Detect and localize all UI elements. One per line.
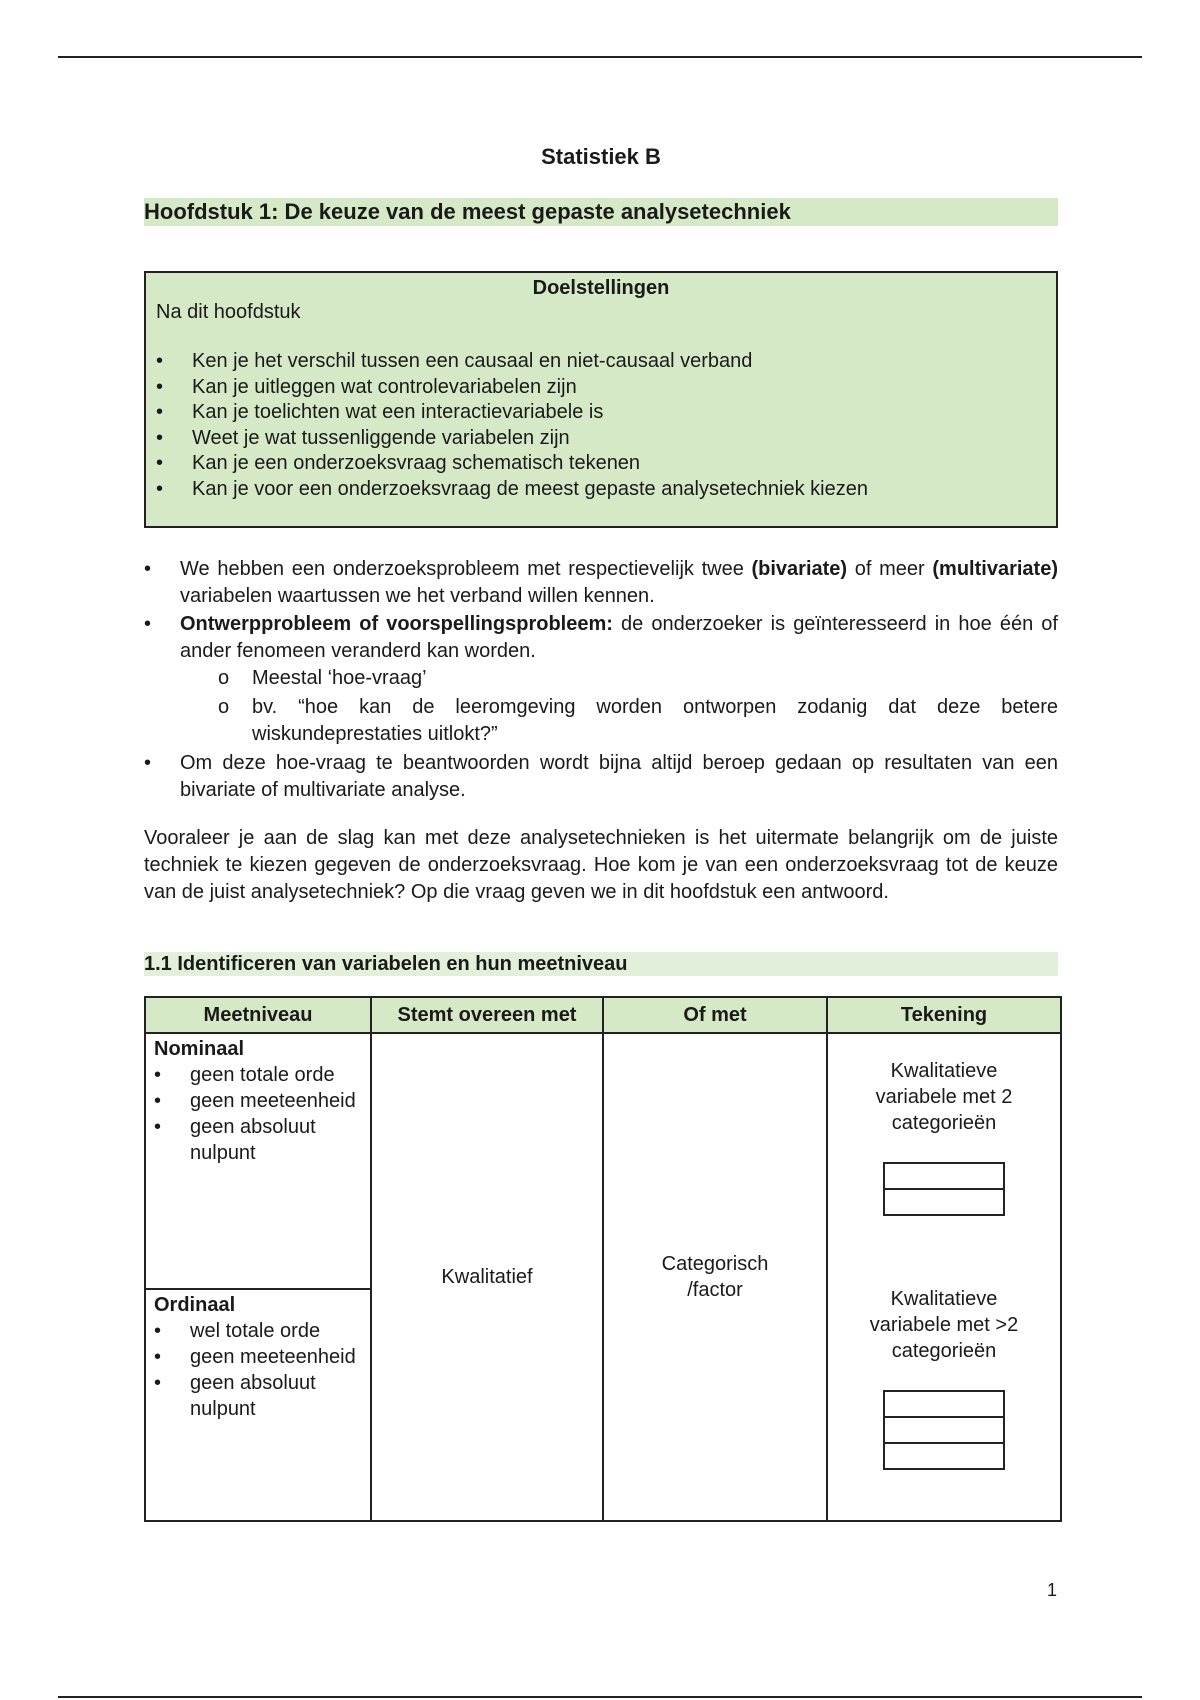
of-met-text: Categorisch /factor [661,1253,769,1301]
bullet-bold: (multivariate) [932,558,1058,580]
sub-bullet-item: o Meestal ‘hoe-vraag’ [180,665,1058,692]
cell-of-met [603,1033,827,1521]
goal-item: • Kan je een onderzoeksvraag schematisch tekenen [156,451,1046,477]
bullet-design-problem [144,611,1058,748]
goal-item: • Ken je het verschil tussen een causaal en niet-causaal verband [156,349,1046,375]
multi-category-sketch [883,1390,1005,1470]
table-header: Stemt overeen met [371,997,603,1033]
level-name: Ordinaal [154,1294,236,1316]
bullet-variables [144,556,1058,610]
level-property: • geen absoluut nulpunt [154,1114,362,1166]
intro-paragraph: Vooraleer je aan de slag kan met deze analysetechnieken is het uitermate belangrijk om de juiste techniek te kiezen gegeven de onderzoeksvraag. Hoe kom je van een onderzoeksvraag tot de keuze van de juist analysetechniek? Op die vraag geven we in dit hoofdstuk een antwoord. [144,827,1058,903]
goals-list [156,349,1046,503]
measurement-level-table [144,996,1062,1522]
sub-bullet-list [180,665,1058,748]
level-property: • geen absoluut nulpunt [154,1370,362,1422]
sub-bullet-item: o bv. “hoe kan de leeromgeving worden ontworpen zodanig dat deze betere wiskundeprestaties uitlokt?” [180,694,1058,748]
level-property: • wel totale orde [154,1318,362,1344]
bullet-text: We hebben een onderzoeksprobleem met respectievelijk twee [180,558,752,580]
table-header: Tekening [827,997,1061,1033]
bullet-bold: (bivariate) [751,558,848,580]
level-property: • geen meeteenheid [154,1344,362,1370]
bullet-text: of meer [847,558,933,580]
bullet-text: variabelen waartussen we het verband willen kennen. [180,585,655,607]
header-rule [58,56,1142,58]
drawing-multi-categories [834,1286,1054,1470]
page-number: 1 [1047,1580,1058,1600]
goals-intro: Na dit hoofdstuk [156,301,301,323]
drawing-two-categories [834,1058,1054,1216]
bullet-text: de onderzoeker is geïnteresseerd in hoe één of ander fenomeen veranderd kan worden. [180,613,1058,662]
level-name: Nominaal [154,1038,245,1060]
cell-stemt-overeen: Kwalitatief [371,1033,603,1521]
goal-item: • Kan je uitleggen wat controlevariabelen zijn [156,375,1046,401]
goal-item: • Weet je wat tussenliggende variabelen zijn [156,426,1046,452]
bullet-bold: Ontwerpprobleem of voorspellingsprobleem: [180,613,613,635]
level-ordinaal [145,1289,371,1521]
table-header: Of met [603,997,827,1033]
drawing-label: Kwalitatieve variabele met 2 categorieën [875,1060,1013,1134]
level-properties [154,1062,362,1166]
footer-rule [58,1696,1142,1698]
section-heading: 1.1 Identificeren van variabelen en hun meetniveau [144,952,1058,976]
cell-tekening [827,1033,1061,1521]
goal-item: • Kan je voor een onderzoeksvraag de meest gepaste analysetechniek kiezen [156,477,1046,503]
drawing-label: Kwalitatieve variabele met >2 categorieën [869,1288,1019,1362]
goal-item: • Kan je toelichten wat een interactievariabele is [156,400,1046,426]
table-header: Meetniveau [145,997,371,1033]
goals-box [144,271,1058,528]
document-title: Statistiek B [541,144,661,169]
chapter-heading: Hoofdstuk 1: De keuze van de meest gepaste analysetechniek [144,198,1058,226]
goals-title: Doelstellingen [532,277,670,299]
bullet-analysis: • Om deze hoe-vraag te beantwoorden wordt bijna altijd beroep gedaan op resultaten van een bivariate of multivariate analyse. [144,750,1058,804]
two-category-sketch [883,1162,1005,1216]
table-row [145,1033,1061,1289]
level-property: • geen meeteenheid [154,1088,362,1114]
level-property: • geen totale orde [154,1062,362,1088]
level-properties [154,1318,362,1422]
level-nominaal [145,1033,371,1289]
main-bullet-list [144,556,1058,805]
table-header-row [145,997,1061,1033]
